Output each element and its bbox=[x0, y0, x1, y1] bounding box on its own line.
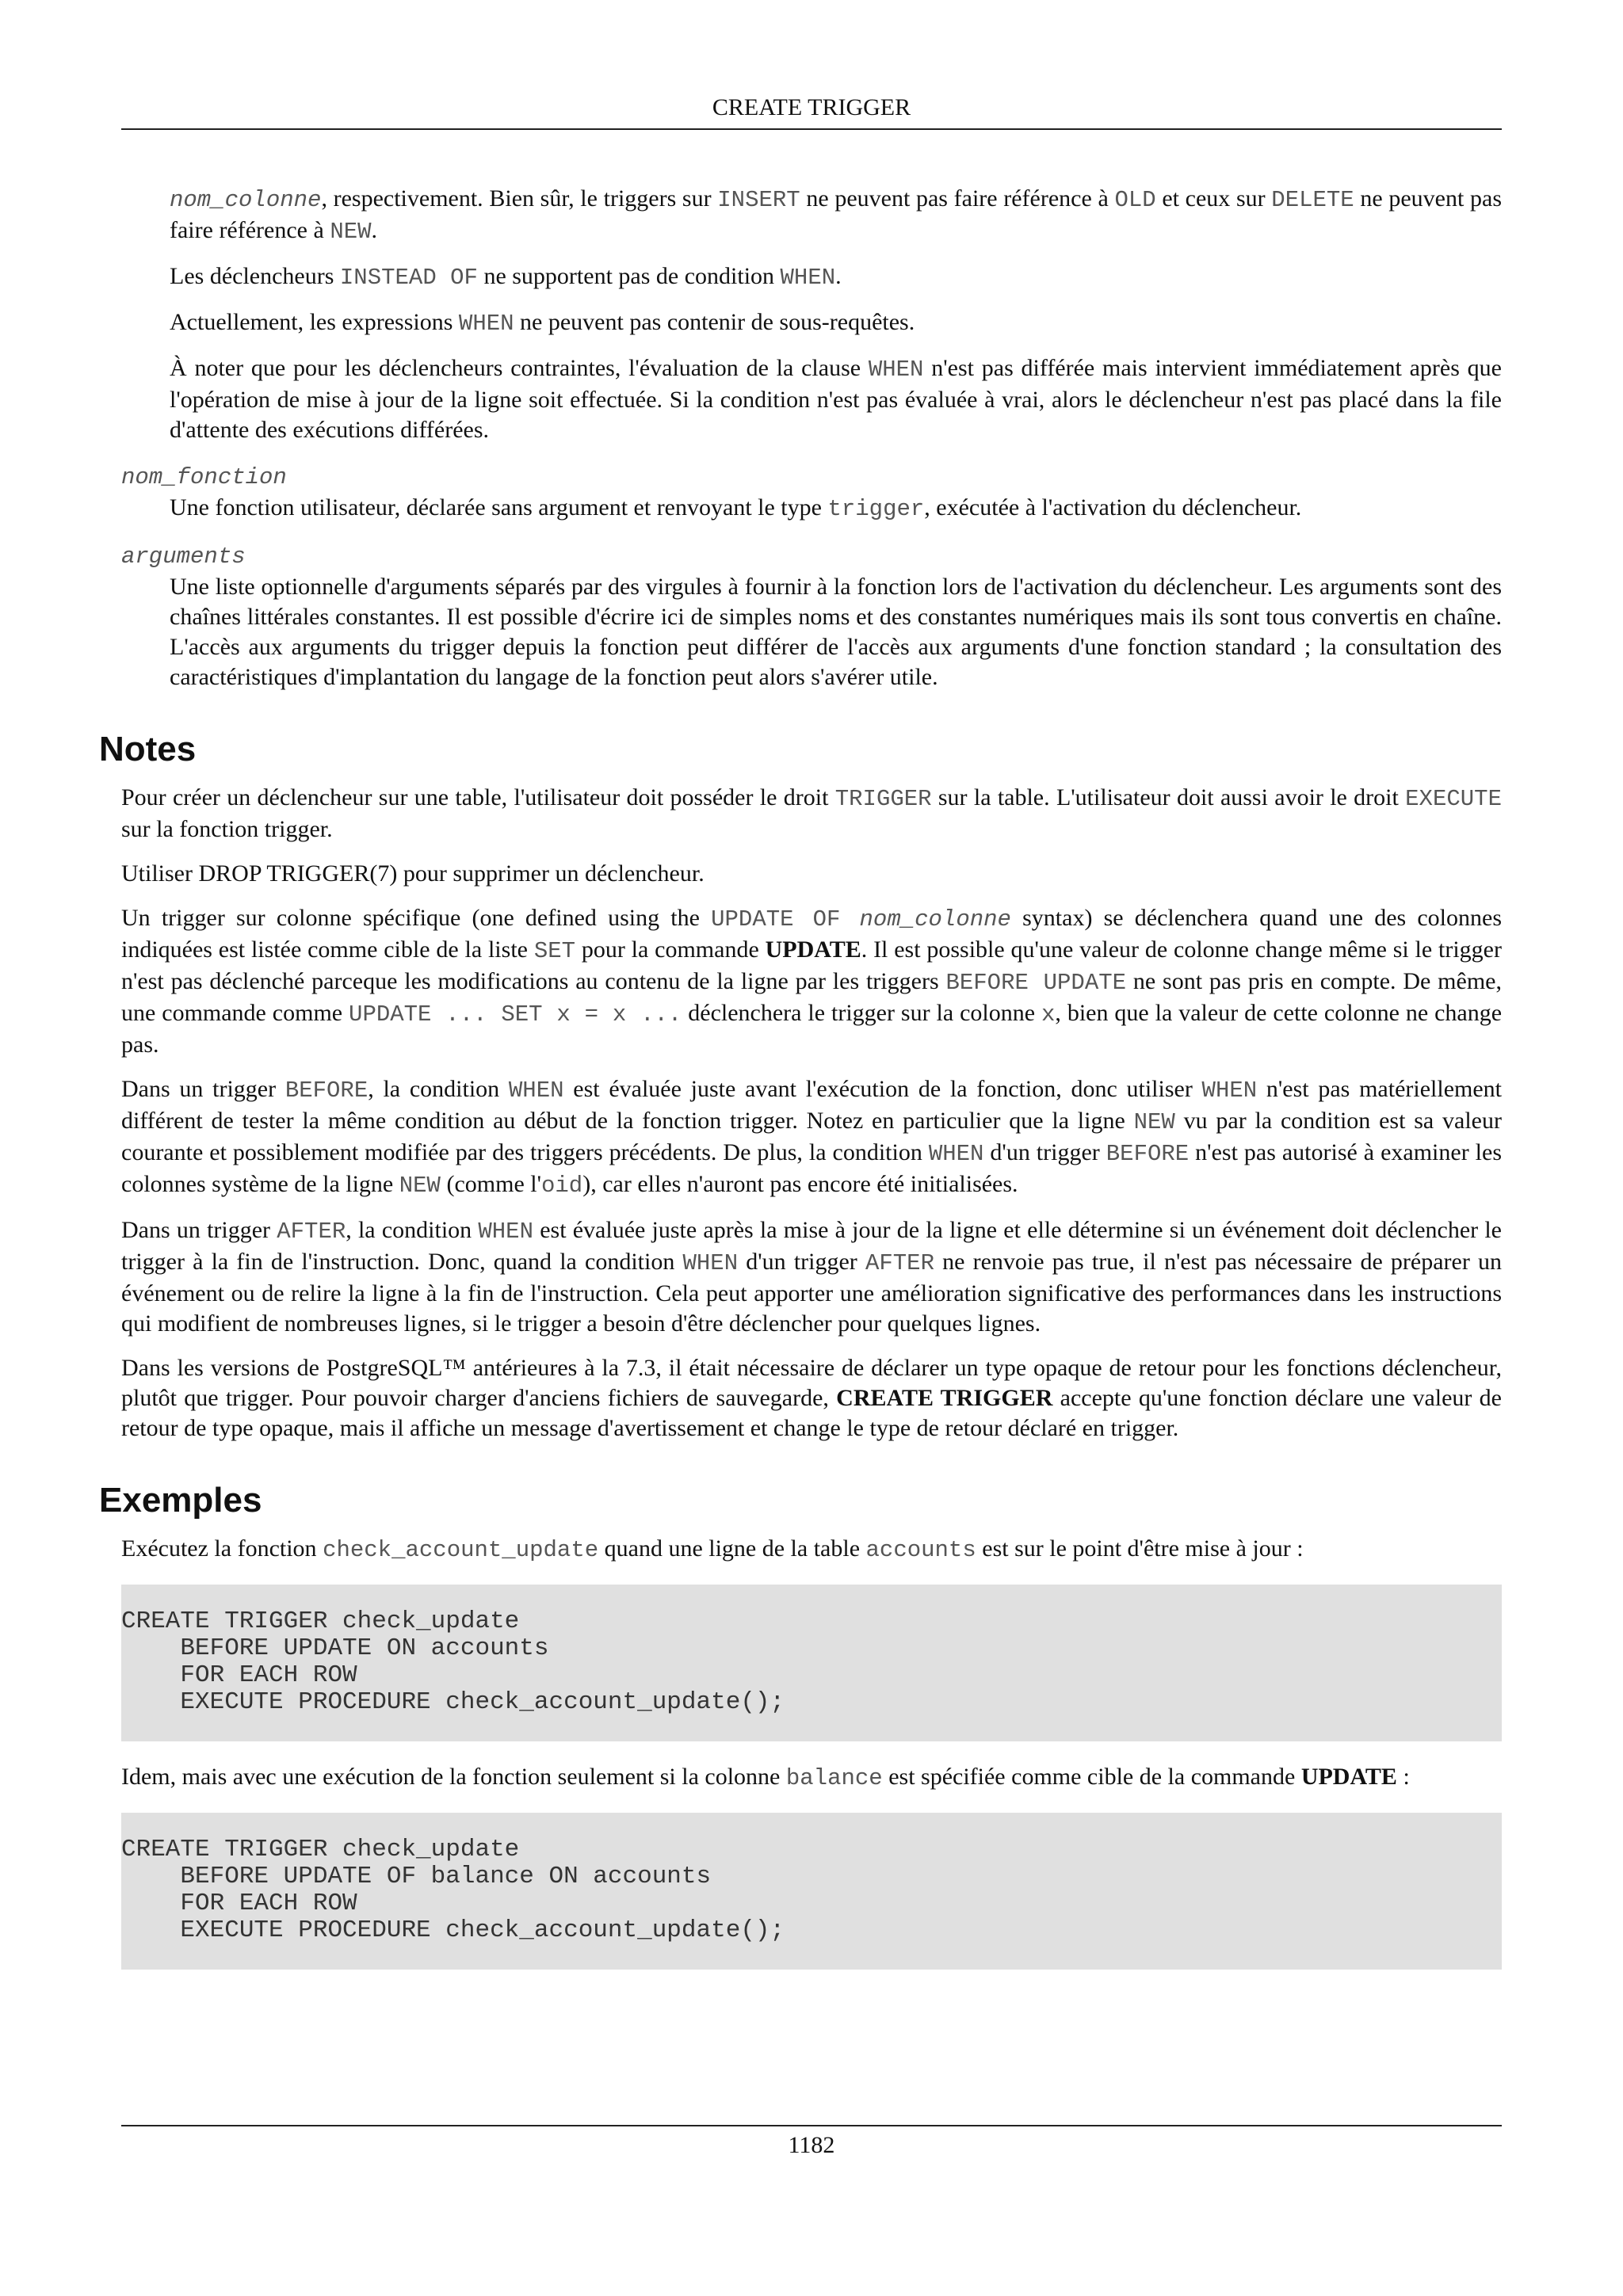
notes-heading: Notes bbox=[99, 730, 197, 769]
running-header: CREATE TRIGGER bbox=[712, 94, 911, 120]
notes-paragraph-1: Pour créer un déclencheur sur une table, l'utilisateur doit posséder le droit TRIGGER sur la table. L'utilisateur doit aussi avoir le droit EXECUTE sur la fonction trigger. bbox=[121, 784, 1502, 842]
example-2-intro: Idem, mais avec une exécution de la fonction seulement si la colonne balance est spécifiée comme cible de la commande UPDATE : bbox=[121, 1764, 1410, 1791]
when-paragraph-2: Les déclencheurs INSTEAD OF ne supportent pas de condition WHEN. bbox=[170, 263, 842, 291]
notes-paragraph-6: Dans les versions de PostgreSQL™ antérieures à la 7.3, il était nécessaire de déclarer un type opaque de retour pour les fonctions déclencheur, plutôt que trigger. Pour pouvoir charger d'anciens fichiers de sauvegarde, CREATE TRIGGER accepte qu'une fonction déclare une valeur de retour de type opaque, mais il affiche un message d'avertissement et change le type de retour déclaré en trigger. bbox=[121, 1355, 1502, 1441]
notes-paragraph-2: Utiliser DROP TRIGGER(7) pour supprimer un déclencheur. bbox=[121, 860, 705, 887]
when-paragraph-3: Actuellement, les expressions WHEN ne peuvent pas contenir de sous-requêtes. bbox=[170, 309, 915, 337]
when-paragraph-1: nom_colonne, respectivement. Bien sûr, le triggers sur INSERT ne peuvent pas faire référence à OLD et ceux sur DELETE ne peuvent pas faire référence à NEW. bbox=[170, 185, 1502, 245]
header-rule bbox=[121, 128, 1502, 130]
page-body bbox=[99, 184, 1503, 1990]
definition-arguments: Une liste optionnelle d'arguments séparés par des virgules à fournir à la fonction lors de l'activation du déclencheur. Les arguments sont des chaînes littérales constantes. Il est possible d'écrire ici de simples noms et des constantes numériques mais ils sont tous convertis en chaîne. L'accès aux arguments du trigger depuis la fonction peut différer de l'accès aux arguments d'une fonction standard ; la consultation des caractéristiques d'implantation du langage de la fonction peut alors s'avérer utile. bbox=[170, 574, 1502, 690]
example-2-code-block: CREATE TRIGGER check_update BEFORE UPDATE OF balance ON accounts FOR EACH ROW EXECUTE PROCEDURE check_account_update(); bbox=[121, 1813, 1502, 1970]
when-paragraph-4: À noter que pour les déclencheurs contraintes, l'évaluation de la clause WHEN n'est pas différée mais intervient immédiatement après que l'opération de mise à jour de la ligne soit effectuée. Si la condition n'est pas évaluée à vrai, alors le déclencheur n'est pas placé dans la file d'attente des exécutions différées. bbox=[170, 355, 1502, 443]
examples-heading: Exemples bbox=[99, 1481, 262, 1520]
definition-nom-fonction: Une fonction utilisateur, déclarée sans argument et renvoyant le type trigger, exécutée à l'activation du déclencheur. bbox=[170, 494, 1302, 522]
footer-rule bbox=[121, 2125, 1502, 2126]
when-description bbox=[170, 184, 1502, 445]
term-nom-fonction: nom_fonction bbox=[121, 464, 287, 490]
example-1-intro: Exécutez la fonction check_account_update quand une ligne de la table accounts est sur le point d'être mise à jour : bbox=[121, 1535, 1304, 1563]
term-arguments: arguments bbox=[121, 543, 246, 570]
notes-paragraph-4: Dans un trigger BEFORE, la condition WHEN est évaluée juste avant l'exécution de la fonction, donc utiliser WHEN n'est pas matériellement différent de tester la même condition au début de la fonction trigger. Notez en particulier que la ligne NEW vu par la condition est sa valeur courante et possiblement modifiée par des triggers précédents. De plus, la condition WHEN d'un trigger BEFORE n'est pas autorisé à examiner les colonnes système de la ligne NEW (comme l'oid), car elles n'auront pas encore été initialisées. bbox=[121, 1076, 1503, 1199]
example-1-code-block: CREATE TRIGGER check_update BEFORE UPDATE ON accounts FOR EACH ROW EXECUTE PROCEDURE check_account_update(); bbox=[121, 1585, 1502, 1741]
notes-paragraph-3: Un trigger sur colonne spécifique (one defined using the UPDATE OF nom_colonne syntax) se déclenchera quand une des colonnes indiquées est listée comme cible de la liste SET pour la commande UPDATE. Il est possible qu'une valeur de colonne change même si le trigger n'est pas déclenché parceque les modifications au contenu de la ligne par les triggers BEFORE UPDATE ne sont pas pris en compte. De même, une commande comme UPDATE ... SET x = x ... déclenchera le trigger sur la colonne x, bien que la valeur de cette colonne ne change pas. bbox=[121, 905, 1503, 1058]
notes-paragraph-5: Dans un trigger AFTER, la condition WHEN est évaluée juste après la mise à jour de la ligne et elle détermine si un événement doit déclencher le trigger à la fin de l'instruction. Donc, quand la condition WHEN d'un trigger AFTER ne renvoie pas true, il n'est pas nécessaire de préparer un événement ou de relire la ligne à la fin de l'instruction. Cela peut apporter une amélioration significative des performances dans les instructions qui modifient de nombreuses lignes, si le trigger a besoin d'être déclencher pour quelques lignes. bbox=[121, 1217, 1503, 1337]
page-number: 1182 bbox=[788, 2132, 835, 2158]
